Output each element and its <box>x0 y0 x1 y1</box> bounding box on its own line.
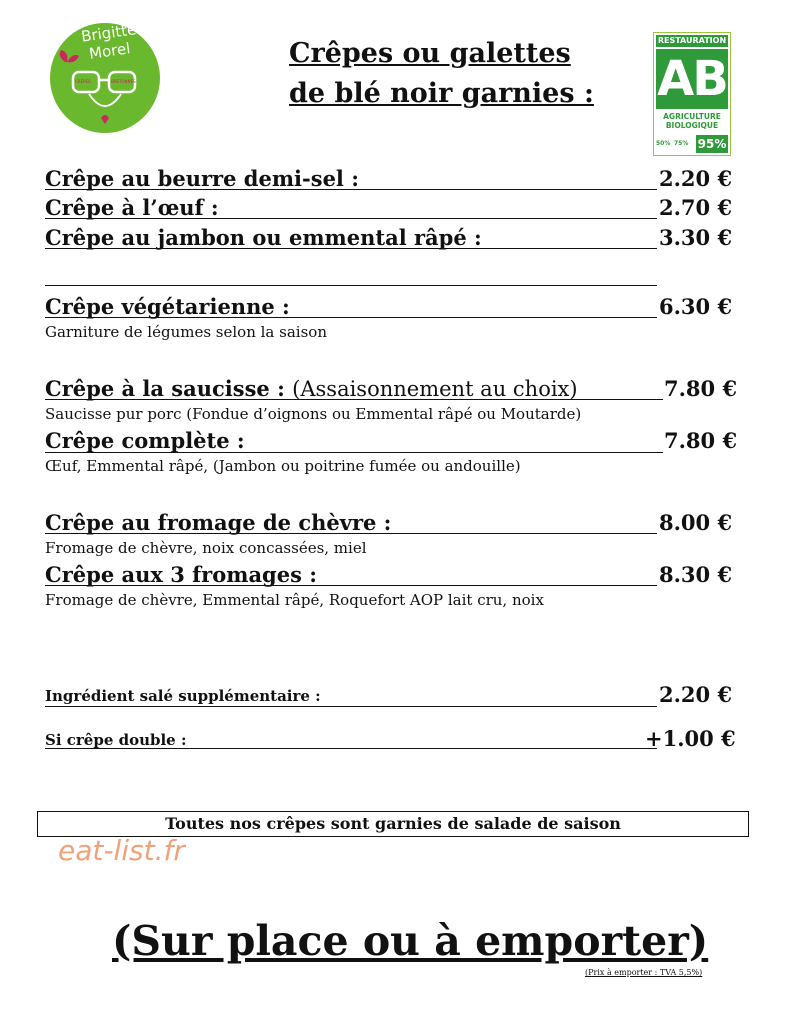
ab-pct-75: 75% <box>674 140 689 147</box>
sur-place-heading: (Sur place ou à emporter) <box>112 917 709 965</box>
menu-item-description: Saucisse pur porc (Fondue d’oignons ou Emmental râpé ou Moutarde) <box>45 405 582 423</box>
menu-item-name-text: Crêpe à la saucisse : <box>45 376 285 401</box>
ab-bottom-label-1: AGRICULTURE <box>663 112 721 121</box>
extra-item-name: Ingrédient salé supplémentaire : <box>45 687 321 705</box>
menu-item-underline <box>45 218 657 219</box>
ab-top-label: RESTAURATION <box>657 36 727 45</box>
menu-item-price: 6.30 € <box>659 294 733 319</box>
extra-item-underline <box>45 748 657 749</box>
watermark: eat-list.fr <box>58 834 185 867</box>
menu-item-name: Crêpe au jambon ou emmental râpé : <box>45 225 482 250</box>
salade-note-box: Toutes nos crêpes sont garnies de salade de saison <box>37 811 749 837</box>
menu-item-description: Fromage de chèvre, Emmental râpé, Roquefort AOP lait cru, noix <box>45 591 544 609</box>
title-line-2: de blé noir garnies : <box>289 78 594 109</box>
menu-item-price: 8.30 € <box>659 562 733 587</box>
logo-tag-right: BRETONNES <box>111 79 136 84</box>
extra-item-price: 2.20 € <box>659 682 733 707</box>
menu-item-price: 2.70 € <box>659 195 733 220</box>
ab-organic-badge <box>653 32 731 156</box>
menu-item-name: Crêpe complète : <box>45 428 245 453</box>
menu-item-underline <box>45 189 657 190</box>
ab-pct-50: 50% <box>656 140 671 147</box>
logo-brand-text-1: Brigitte <box>80 20 138 46</box>
menu-item-note: (Assaisonnement au choix) <box>292 377 578 401</box>
menu-item-price: 3.30 € <box>659 225 733 250</box>
logo-brand-text-2: Morel <box>87 39 132 63</box>
extra-item-name: Si crêpe double : <box>45 731 187 749</box>
ab-percentages <box>656 135 728 153</box>
menu-item-underline <box>45 585 657 586</box>
menu-item-name: Crêpe au beurre demi-sel : <box>45 166 359 191</box>
extra-item-price: +1.00 € <box>645 726 736 751</box>
page-title <box>289 34 594 114</box>
menu-item-name: Crêpe au fromage de chèvre : <box>45 510 392 535</box>
brigitte-morel-logo <box>45 22 165 134</box>
menu-item-name: Crêpe aux 3 fromages : <box>45 562 317 587</box>
ab-bottom-label-2: BIOLOGIQUE <box>665 121 719 130</box>
menu-item-underline <box>45 248 657 249</box>
menu-item-price: 7.80 € <box>664 428 738 453</box>
menu-item-underline <box>45 452 663 453</box>
menu-item-price: 8.00 € <box>659 510 733 535</box>
menu-item-price: 7.80 € <box>664 376 738 401</box>
menu-item-underline <box>45 285 657 286</box>
logo-tag-left: CRÊPES <box>75 79 91 84</box>
menu-item-description: Fromage de chèvre, noix concassées, miel <box>45 539 367 557</box>
ab-mark: AB <box>657 51 727 107</box>
menu-item-description: Garniture de légumes selon la saison <box>45 323 327 341</box>
menu-item-underline <box>45 533 657 534</box>
ab-pct-95: 95% <box>697 137 727 151</box>
ab-bottom-label <box>656 112 728 130</box>
menu-item-name <box>45 376 578 401</box>
menu-item-name: Crêpe végétarienne : <box>45 294 290 319</box>
menu-item-price: 2.20 € <box>659 166 733 191</box>
menu-item-underline <box>45 399 663 400</box>
menu-item-underline <box>45 317 657 318</box>
extra-item-underline <box>45 706 657 707</box>
clipped-line-remnant <box>45 271 745 285</box>
menu-item-name: Crêpe à l’œuf : <box>45 195 219 220</box>
tva-note: (Prix à emporter : TVA 5,5%) <box>585 968 703 977</box>
menu-item-description: Œuf, Emmental râpé, (Jambon ou poitrine fumée ou andouille) <box>45 457 521 475</box>
title-line-1: Crêpes ou galettes <box>289 38 571 69</box>
